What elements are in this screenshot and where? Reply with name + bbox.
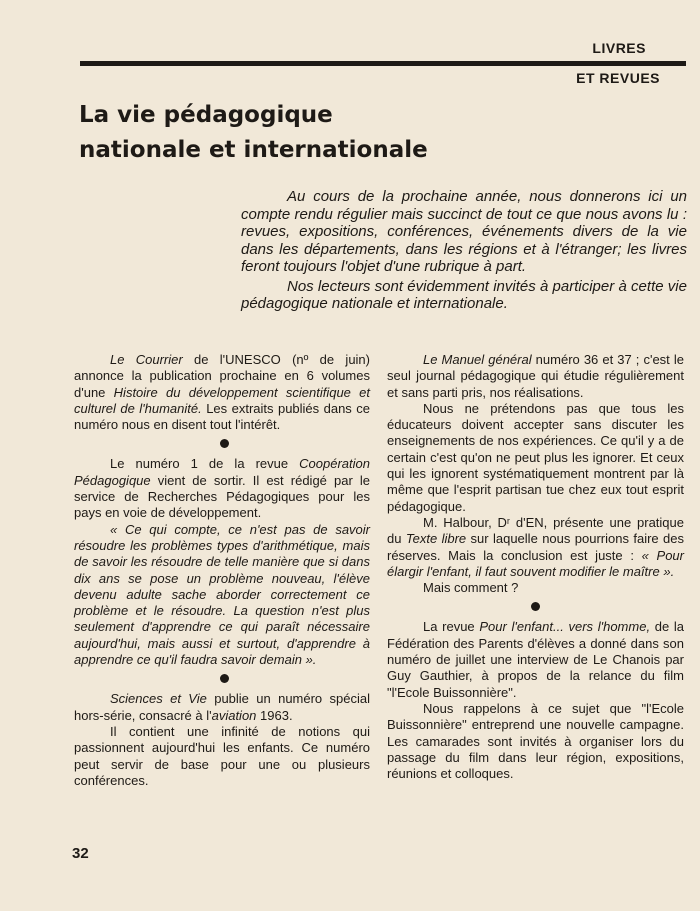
title-line-1: La vie pédagogique (79, 102, 333, 128)
paragraph (74, 456, 370, 521)
title-line-2: nationale et internationale (79, 137, 428, 163)
publication-title: Le Manuel général (423, 352, 532, 367)
article-title (79, 98, 559, 168)
quote: « Pour élargir l'enfant, il faut souvent modifier le maître ». (387, 547, 684, 579)
page-number: 32 (72, 845, 89, 862)
header-rule (80, 61, 686, 66)
section-label-continued: ET REVUES (576, 70, 660, 86)
publication-title: Histoire du développement scientifique et culturel de l'humanité. (74, 384, 370, 416)
text: de l'UNESCO (nº de juin) annonce la publication prochaine en 6 volumes d'une (74, 352, 370, 400)
text: Le numéro 1 de la revue (110, 456, 300, 472)
paragraph (74, 352, 370, 433)
paragraph (387, 515, 684, 580)
publication-title: Coopération Pédagogique (74, 456, 370, 488)
bullet-separator (220, 439, 229, 448)
text: publie un numéro spécial hors-série, consacré à l' (74, 691, 370, 723)
quote-paragraph (74, 522, 370, 669)
section-label: LIVRES (592, 40, 646, 56)
paragraph: Il contient une infinité de notions qui passionnent aujourd'hui les enfants. Ce numéro peut servir de base pour une ou plusieurs conférences. (74, 723, 370, 788)
article-intro (241, 188, 687, 313)
right-column (387, 352, 684, 782)
bullet-separator (220, 674, 229, 683)
emphasis: Texte libre (405, 531, 467, 547)
left-column (74, 352, 370, 789)
intro-paragraph: Nos lecteurs sont évidemment invités à participer à cette vie pédagogique nationale et internationale. (241, 277, 687, 312)
paragraph: Mais comment ? (423, 580, 519, 596)
emphasis: aviation (211, 707, 257, 723)
text: 1963. (256, 707, 293, 723)
text: vient de sortir. Il est rédigé par le service de Recherches Pédagogiques pour les pays en voie de développement. (74, 472, 370, 521)
paragraph (387, 352, 684, 401)
intro-paragraph: Au cours de la prochaine année, nous donnerons ici un compte rendu régulier mais succinct de tout ce que nous avons lu : revues, expositions, conférences, événements divers de la vie dans les départements, dans les régions et à l'étranger; les livres feront toujours l'objet d'une rubrique à part. (241, 188, 687, 275)
publication-title: Pour l'enfant... vers l'homme, (479, 619, 651, 635)
text: La revue (423, 619, 480, 635)
paragraph (387, 619, 684, 700)
bullet-separator (531, 602, 540, 611)
text: de la Fédération des Parents d'élèves a donné dans son numéro de juillet une interview de Le Chanois par Guy Gauthier, à propos de la relance du film "l'Ecole Buissonnière". (387, 619, 684, 700)
paragraph (74, 691, 370, 724)
text: numéro 36 et 37 ; c'est le seul journal pédagogique qui étudie régulièrement et sans parti pris, nos réalisations. (387, 352, 684, 400)
quote: « Ce qui compte, ce n'est pas de savoir résoudre les problèmes types d'arithmétique, mais de savoir les résoudre de telle manière que si dans dix ans se pose un problème nouveau, l'élève devenu adulte sache aborder correctement ce problème et le résoudre. La question n'est plus seulement d'apprendre ce qui paraît nécessaire aujourd'hui, mais aussi et surtout, d'apprendre à apprendre ce qu'il faudra savoir demain ». (74, 521, 370, 668)
publication-title: Le Courrier (110, 352, 183, 367)
publication-title: Sciences et Vie (110, 691, 207, 707)
text: sur laquelle nous pourrions faire des réserves. Mais la conclusion est juste : (387, 531, 684, 563)
text: Les extraits publiés dans ce numéro nous en disent tout l'intérêt. (74, 400, 370, 433)
text: M. Halbour, Dʳ d'EN, présente une pratique du (387, 514, 684, 547)
paragraph: Nous ne prétendons pas que tous les éducateurs doivent accepter sans discuter les enseignements de nos expériences. Ce qu'il y a de certain c'est qu'on ne peut plus les ignorer. Et ceux qui les ignorent systématiquement montrent par là même que l'esprit partisan tue chez eux tout esprit pédagogique. (387, 400, 684, 514)
paragraph: Nous rappelons à ce sujet que "l'Ecole Buissonnière" entreprend une nouvelle campagne. Les camarades sont invités à organiser lors du passage du film dans leur région, expositions, réunions et colloques. (387, 700, 684, 782)
